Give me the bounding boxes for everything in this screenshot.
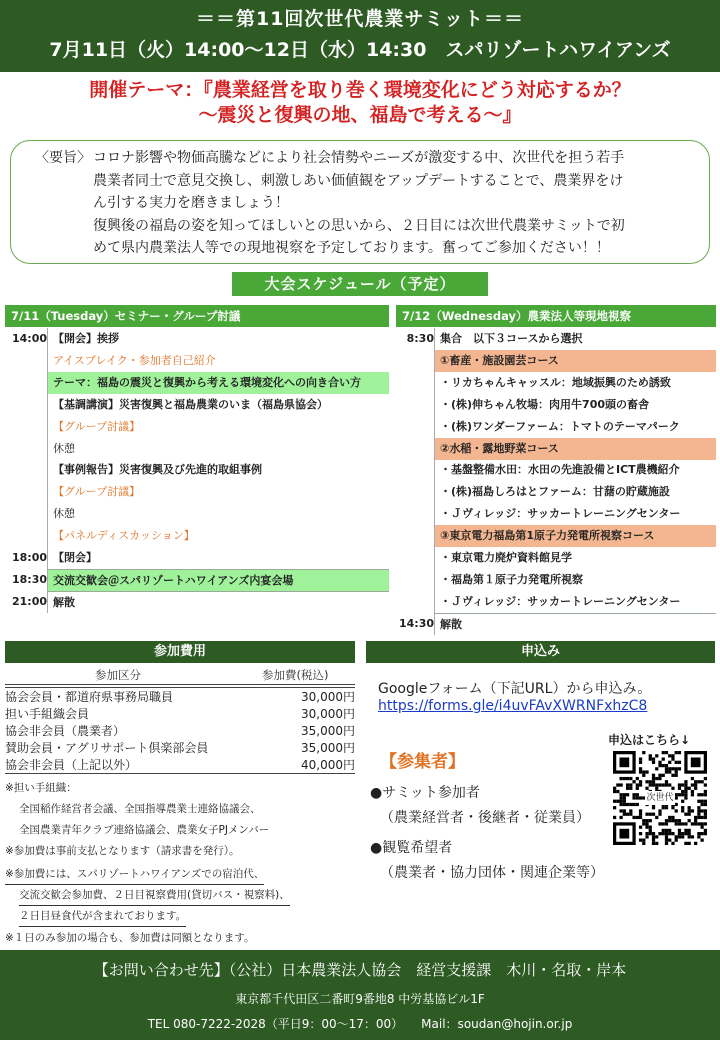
schedule-row [5,547,389,569]
schedule-time [396,481,434,503]
schedule-time [5,394,47,416]
fee-amount: 30,000円 [301,707,355,721]
schedule-row [5,525,389,547]
schedule-row [396,438,716,460]
fees-section-title: 参加費用 [5,641,355,663]
schedule-item: 【グループ討議】 [47,416,389,438]
fee-amount: 35,000円 [301,724,355,738]
fee-category: 協会非会員（上記以外） [5,758,138,772]
schedule-item: ・Ｊヴィレッジ：サッカートレーニングセンター [434,591,716,613]
contact-line: 【お問い合わせ先】（公社）日本農業法人協会 経営支援課 木川・名取・岸本 [93,961,627,979]
fees-note: 全国稲作経営者会議、全国指導農業士連絡協議会、 [19,803,261,815]
schedule-time: 14:30 [398,616,434,630]
schedule-item: アイスブレイク・参加者自己紹介 [47,350,389,372]
apply-url-link[interactable]: https://forms.gle/i4uvFAvXWRNFxhzC8 [378,698,648,714]
outline-label: 〈要旨〉 [35,150,91,166]
schedule-row [396,525,716,547]
participant-detail: （農業経営者・後継者・従業員） [380,810,590,826]
schedule-row [396,394,716,416]
schedule-row [396,416,716,438]
schedule-item: 【基調講演】災害復興と福島農業のいま（福島県協会） [47,394,389,416]
schedule-row [396,503,716,525]
fee-row [5,723,355,740]
address-line: 東京都千代田区二番町9番地8 中労基協ビル1F [235,992,485,1006]
fees-note: 交流交歓会参加費、２日目視察費用(貸切バス・視察料)、 [19,886,290,906]
schedule-item: 【グループ討議】 [47,481,389,503]
fees-note: 全国農業青年クラブ連絡協議会、農業女子PJメンバー [19,824,270,836]
schedule-row [5,481,389,503]
outline-line: めて県内農業法人等での現地視察を予定しております。奮ってご参加ください！！ [93,240,610,256]
schedule-time [396,503,434,525]
fee-row [5,689,355,706]
theme-line-2: ～震災と復興の地、福島で考える～』 [198,104,522,126]
schedule-time [396,350,434,372]
schedule-row [5,328,389,350]
schedule-time [396,459,434,481]
schedule-title: 大会スケジュール（予定） [232,272,488,296]
schedule-item: 解散 [434,613,716,635]
schedule-row [396,591,716,613]
fees-note: ※参加費は事前支払となります（請求書を発行）。 [5,845,240,857]
schedule-item: 【開会】挨拶 [47,328,389,350]
schedule-time [396,569,434,591]
fees-note: ※１日のみ参加の場合も、参加費は同額となります。 [5,932,255,944]
schedule-row [5,591,389,613]
schedule-time [396,547,434,569]
schedule-row [396,350,716,372]
schedule-item: ・(株)福島しろはとファーム：甘藷の貯蔵施設 [434,481,716,503]
schedule-row [396,569,716,591]
schedule-row [5,503,389,525]
schedule-row [5,438,389,460]
day1-heading: 7/11（Tuesday）セミナー・グループ討議 [5,305,389,327]
schedule-row [396,481,716,503]
schedule-item: テーマ：福島の震災と復興から考える環境変化への向き合い方 [47,372,389,394]
schedule-item: ・(株)ワンダーファーム：トマトのテーマパーク [434,416,716,438]
schedule-time: 8:30 [406,332,434,345]
schedule-item: ・東京電力廃炉資料館見学 [434,547,716,569]
apply-text: Googleフォーム（下記URL）から申込み。 [378,681,652,697]
schedule-item: 休憩 [47,503,389,525]
outline-line: ん引する実力を磨きましょう！ [93,195,289,211]
schedule-time [396,591,434,613]
schedule-time [5,416,47,438]
fee-row [5,740,355,757]
schedule-row [5,350,389,372]
fee-category: 担い手組織会員 [5,707,90,721]
schedule-time [396,416,434,438]
header-banner [0,0,720,72]
fee-row [5,757,355,774]
fee-category: 協会非会員（農業者） [5,724,126,738]
schedule-item: 【閉会】 [47,547,389,569]
fee-category: 賛助会員・アグリサポート倶楽部会員 [5,741,209,755]
schedule-item: ③東京電力福島第1原子力発電所視察コース [434,525,716,547]
tel-mail-line: TEL 080-7222-2028（平日9：00～17：00） Mail：soudan@hojin.or.jp [147,1017,573,1031]
fee-amount: 35,000円 [301,741,355,755]
schedule-item: ①畜産・施設園芸コース [434,350,716,372]
outline-line: 復興後の福島の姿を知ってほしいとの思いから、２日目には次世代農業サミットで初 [93,217,625,234]
schedule-item: 集合 以下３コースから選択 [434,328,716,350]
schedule-time: 18:00 [11,551,47,564]
schedule-time [396,394,434,416]
apply-section-title: 申込み [366,641,715,663]
theme [0,78,720,128]
outline-line: コロナ影響や物価高騰などにより社会情勢やニーズが激変する中、次世代を担う若手 [93,150,625,166]
schedule-item: ・Ｊヴィレッジ：サッカートレーニングセンター [434,503,716,525]
participant-detail: （農業者・協力団体・関連企業等） [380,865,604,881]
schedule-row [396,547,716,569]
schedule-row [396,328,716,350]
schedule-time [5,481,47,503]
schedule-row [396,613,716,635]
outline-line: 農業者同士で意見交換し、刺激しあい価値観をアップデートすることで、農業界をけ [93,172,624,189]
schedule-time [5,350,47,372]
schedule-item: 休憩 [47,438,389,460]
event-date-venue: 7月11日（火）14:00～12日（水）14:30 スパリゾートハワイアンズ [49,39,671,61]
schedule-time: 14:00 [11,332,47,345]
schedule-row [5,569,389,591]
schedule-item: 解散 [47,591,389,613]
schedule-row [5,416,389,438]
schedule-item: ・リカちゃんキャッスル：地域振興のため誘致 [434,372,716,394]
schedule-row [5,394,389,416]
schedule-item: 交流交歓会＠スパリゾートハワイアンズ内宴会場 [47,569,389,591]
participant-type: ●サミット参加者 [370,785,480,801]
schedule-row [5,372,389,394]
schedule-time [5,525,47,547]
schedule-time [5,438,47,460]
qr-label: 申込はこちら↓ [608,733,691,747]
fees-note: ※参加費には、スパリゾートハワイアンズでの宿泊代、 [5,865,264,885]
schedule-item: ②水稲・露地野菜コース [434,438,716,460]
schedule-time: 21:00 [11,594,47,608]
schedule-row [396,372,716,394]
fees-note: ※担い手組織： [5,782,77,794]
qr-center-text: 次世代 [646,793,674,803]
theme-line-1: 開催テーマ：『農業経営を取り巻く環境変化にどう対応するか？ [89,79,631,101]
fee-row [5,706,355,723]
schedule-item: 【事例報告】災害復興及び先進的取組事例 [47,459,389,481]
participants-title: 【参集者】 [380,752,465,772]
qr-code[interactable] [613,751,707,845]
participant-type: ●観覧希望者 [370,840,453,856]
footer [0,950,720,1040]
schedule-time: 18:30 [11,572,47,586]
fee-amount: 40,000円 [301,758,355,772]
schedule-time [5,372,47,394]
schedule-item: ・福島第１原子力発電所視察 [434,569,716,591]
schedule-time [396,372,434,394]
schedule-row [396,459,716,481]
schedule-item: ・(株)伸ちゃん牧場：肉用牛700頭の畜舎 [434,394,716,416]
schedule-row [5,459,389,481]
fee-category: 協会会員・都道府県事務局職員 [5,690,174,704]
schedule-item: 【パネルディスカッション】 [47,525,389,547]
schedule-time [5,459,47,481]
fees-note: ２日目昼食代が含まれております。 [19,907,186,927]
fees-col-category: 参加区分 [95,668,141,682]
schedule-time [396,525,434,547]
schedule-item: ・基盤整備水田：水田の先進設備とICT農機紹介 [434,459,716,481]
fee-amount: 30,000円 [301,690,355,704]
outline-box [10,140,710,264]
schedule-time [396,438,434,460]
fees-col-fee: 参加費(税込) [262,668,329,682]
day2-heading: 7/12（Wednesday）農業法人等現地視察 [396,305,716,327]
schedule-time [5,503,47,525]
event-title: ＝＝第11回次世代農業サミット＝＝ [195,8,525,30]
